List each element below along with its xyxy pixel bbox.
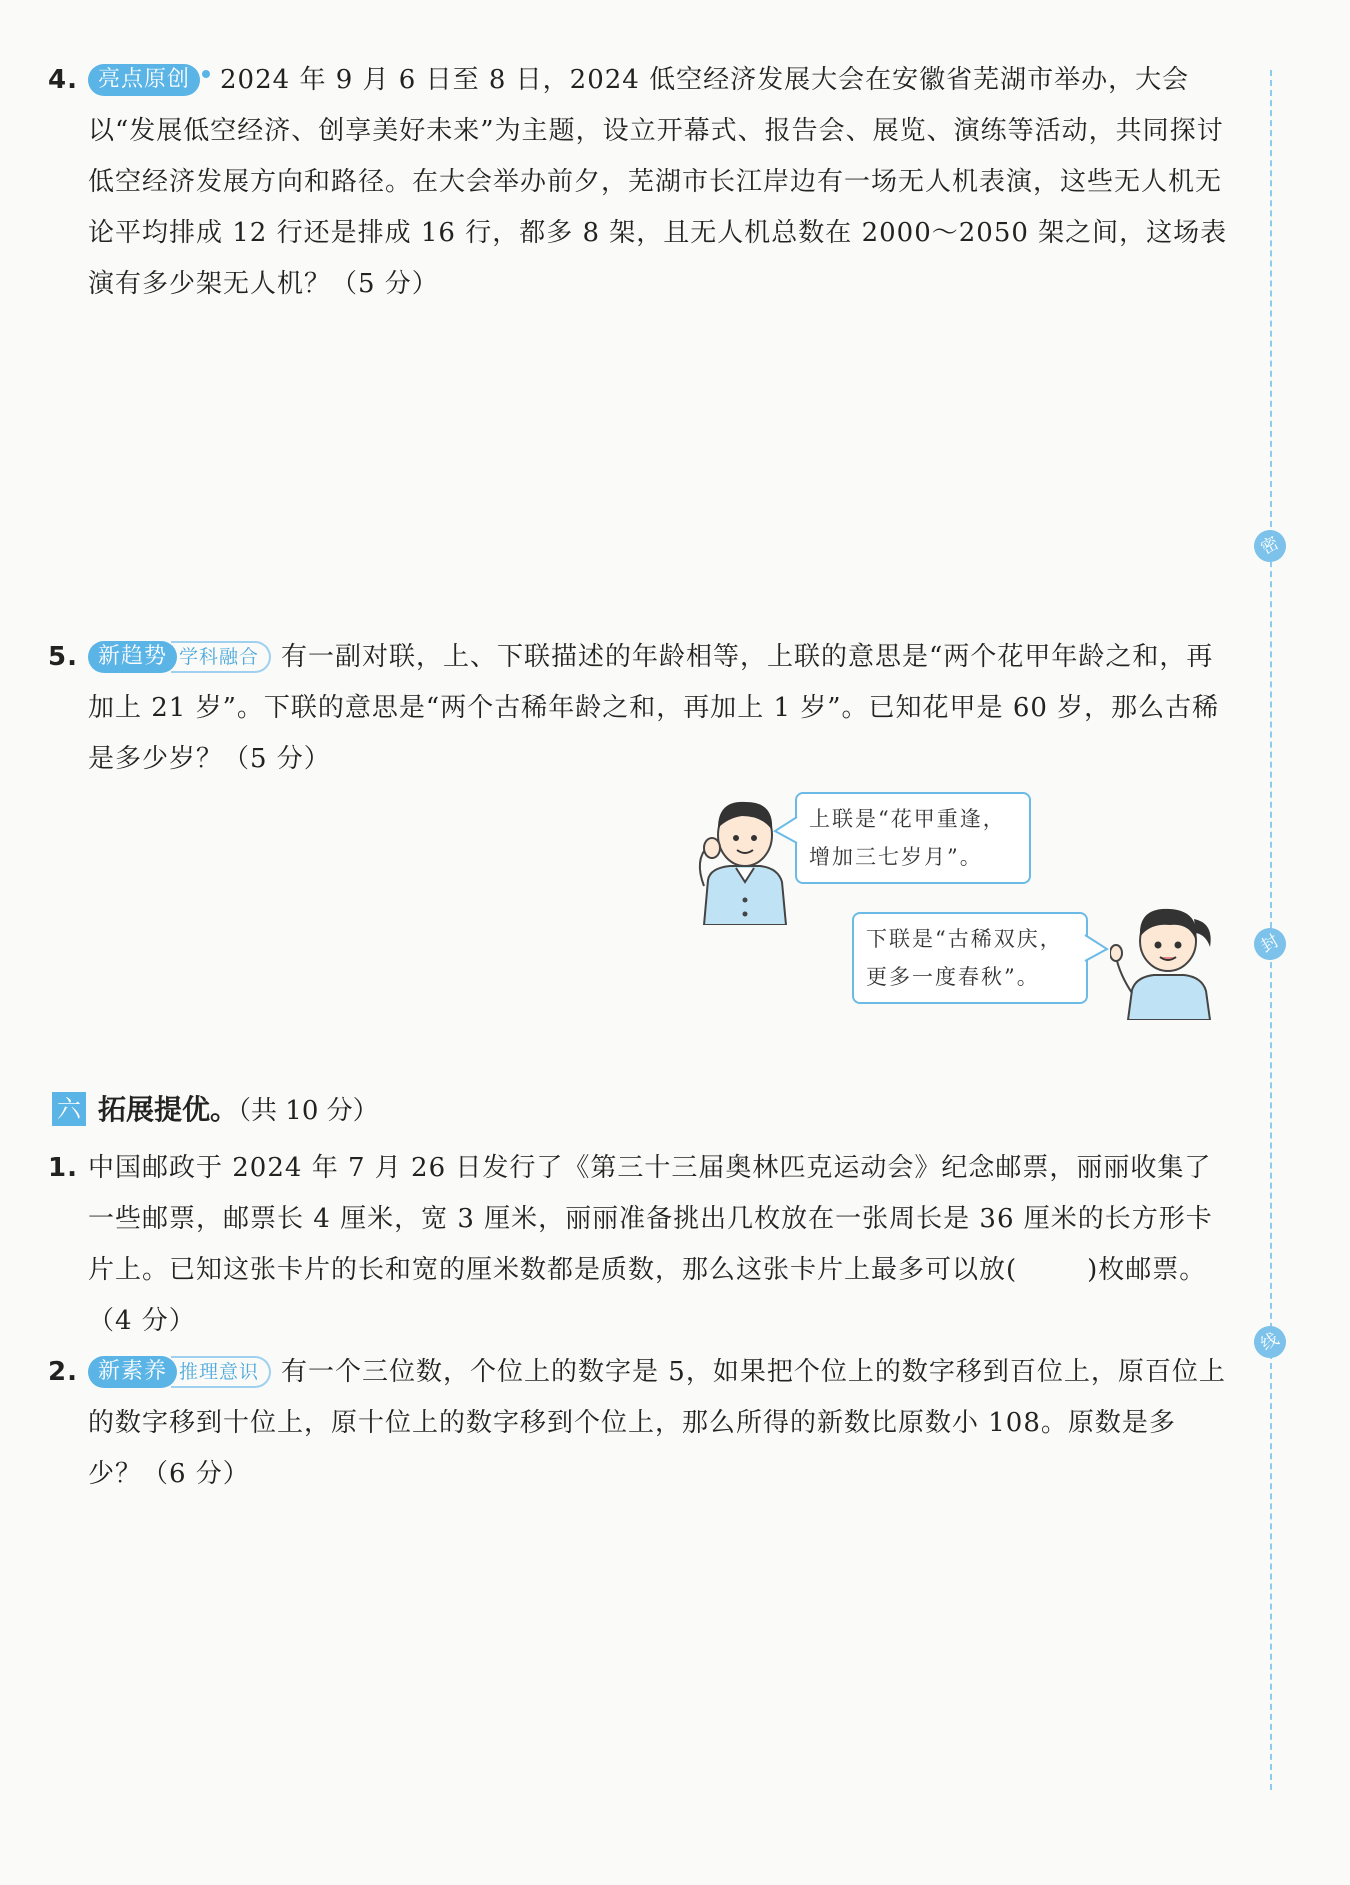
tag-reasoning: 推理意识 bbox=[171, 1356, 271, 1388]
tag-dot bbox=[202, 70, 210, 78]
seal-mark: 线 bbox=[1248, 1320, 1292, 1364]
question-text: 有一副对联，上、下联描述的年龄相等，上联的意思是“两个花甲年龄之和，再加上 21 岁”。下联的意思是“两个古稀年龄之和，再加上 1 岁”。已知花甲是 60 岁，那么古稀是多少岁？（5 分） bbox=[88, 642, 1220, 774]
question-body bbox=[48, 1143, 1228, 1347]
question-text: 中国邮政于 2024 年 7 月 26 日发行了《第三十三届奥林匹克运动会》纪念邮票，丽丽收集了一些邮票，邮票长 4 厘米，宽 3 厘米，丽丽准备挑出几枚放在一张周长是 36 厘米的长方形卡片上。已知这张卡片的长和宽的厘米数都是质数，那么这张卡片上最多可以放( bbox=[88, 1153, 1213, 1285]
girl-speech-bubble bbox=[852, 912, 1088, 1004]
bubble-tail bbox=[1083, 933, 1109, 963]
question-text: 2024 年 9 月 6 日至 8 日，2024 低空经济发展大会在安徽省芜湖市举办，大会以“发展低空经济、创享美好未来”为主题，设立开幕式、报告会、展览、演练等活动，共同探讨低空经济发展方向和路径。在大会举办前夕，芜湖市长江岸边有一场无人机表演，这些无人机无论平均排成 12 行还是排成 16 行，都多 8 架，且无人机总数在 2000～2050 架之间，这场表演有多少架无人机？（5 分） bbox=[88, 65, 1228, 299]
question-body bbox=[48, 55, 1228, 310]
question-number: 5. bbox=[48, 642, 78, 672]
section6-question-1 bbox=[48, 1143, 1228, 1347]
question-5 bbox=[48, 632, 1228, 785]
question-body bbox=[48, 632, 1228, 785]
section6-question-2 bbox=[48, 1347, 1228, 1500]
bubble-line: 上联是“花甲重逢， bbox=[809, 807, 1006, 831]
seal-mark: 封 bbox=[1248, 922, 1292, 966]
seal-mark: 密 bbox=[1248, 524, 1292, 568]
tag-trend: 新趋势 bbox=[88, 641, 177, 673]
section-title: 拓展提优。 bbox=[98, 1093, 239, 1126]
tag-subject-integration: 学科融合 bbox=[171, 641, 271, 673]
question-4 bbox=[48, 55, 1228, 310]
question-text-end: )枚邮票。（4 分） bbox=[88, 1255, 1207, 1336]
question-number: 2. bbox=[48, 1357, 78, 1387]
question-text: 有一个三位数，个位上的数字是 5，如果把个位上的数字移到百位上，原百位上的数字移到十位上，原十位上的数字移到个位上，那么所得的新数比原数小 108。原数是多少？（6 分） bbox=[88, 1357, 1226, 1489]
bubble-line: 下联是“古稀双庆， bbox=[866, 927, 1063, 951]
tag-original: 亮点原创 bbox=[88, 64, 200, 96]
bubble-tail bbox=[773, 815, 799, 845]
question-number: 4. bbox=[48, 65, 78, 95]
tag-new-literacy: 新素养 bbox=[88, 1356, 177, 1388]
bubble-line: 更多一度春秋”。 bbox=[866, 965, 1040, 989]
section-header bbox=[52, 1090, 379, 1131]
boy-illustration bbox=[690, 790, 800, 925]
bubble-line: 增加三七岁月”。 bbox=[809, 845, 983, 869]
section-score: （共 10 分） bbox=[238, 1096, 379, 1126]
section-number: 六 bbox=[52, 1092, 86, 1126]
boy-speech-bubble bbox=[795, 792, 1031, 884]
girl-illustration bbox=[1110, 895, 1225, 1020]
question-number: 1. bbox=[48, 1153, 78, 1183]
question-body bbox=[48, 1347, 1228, 1500]
